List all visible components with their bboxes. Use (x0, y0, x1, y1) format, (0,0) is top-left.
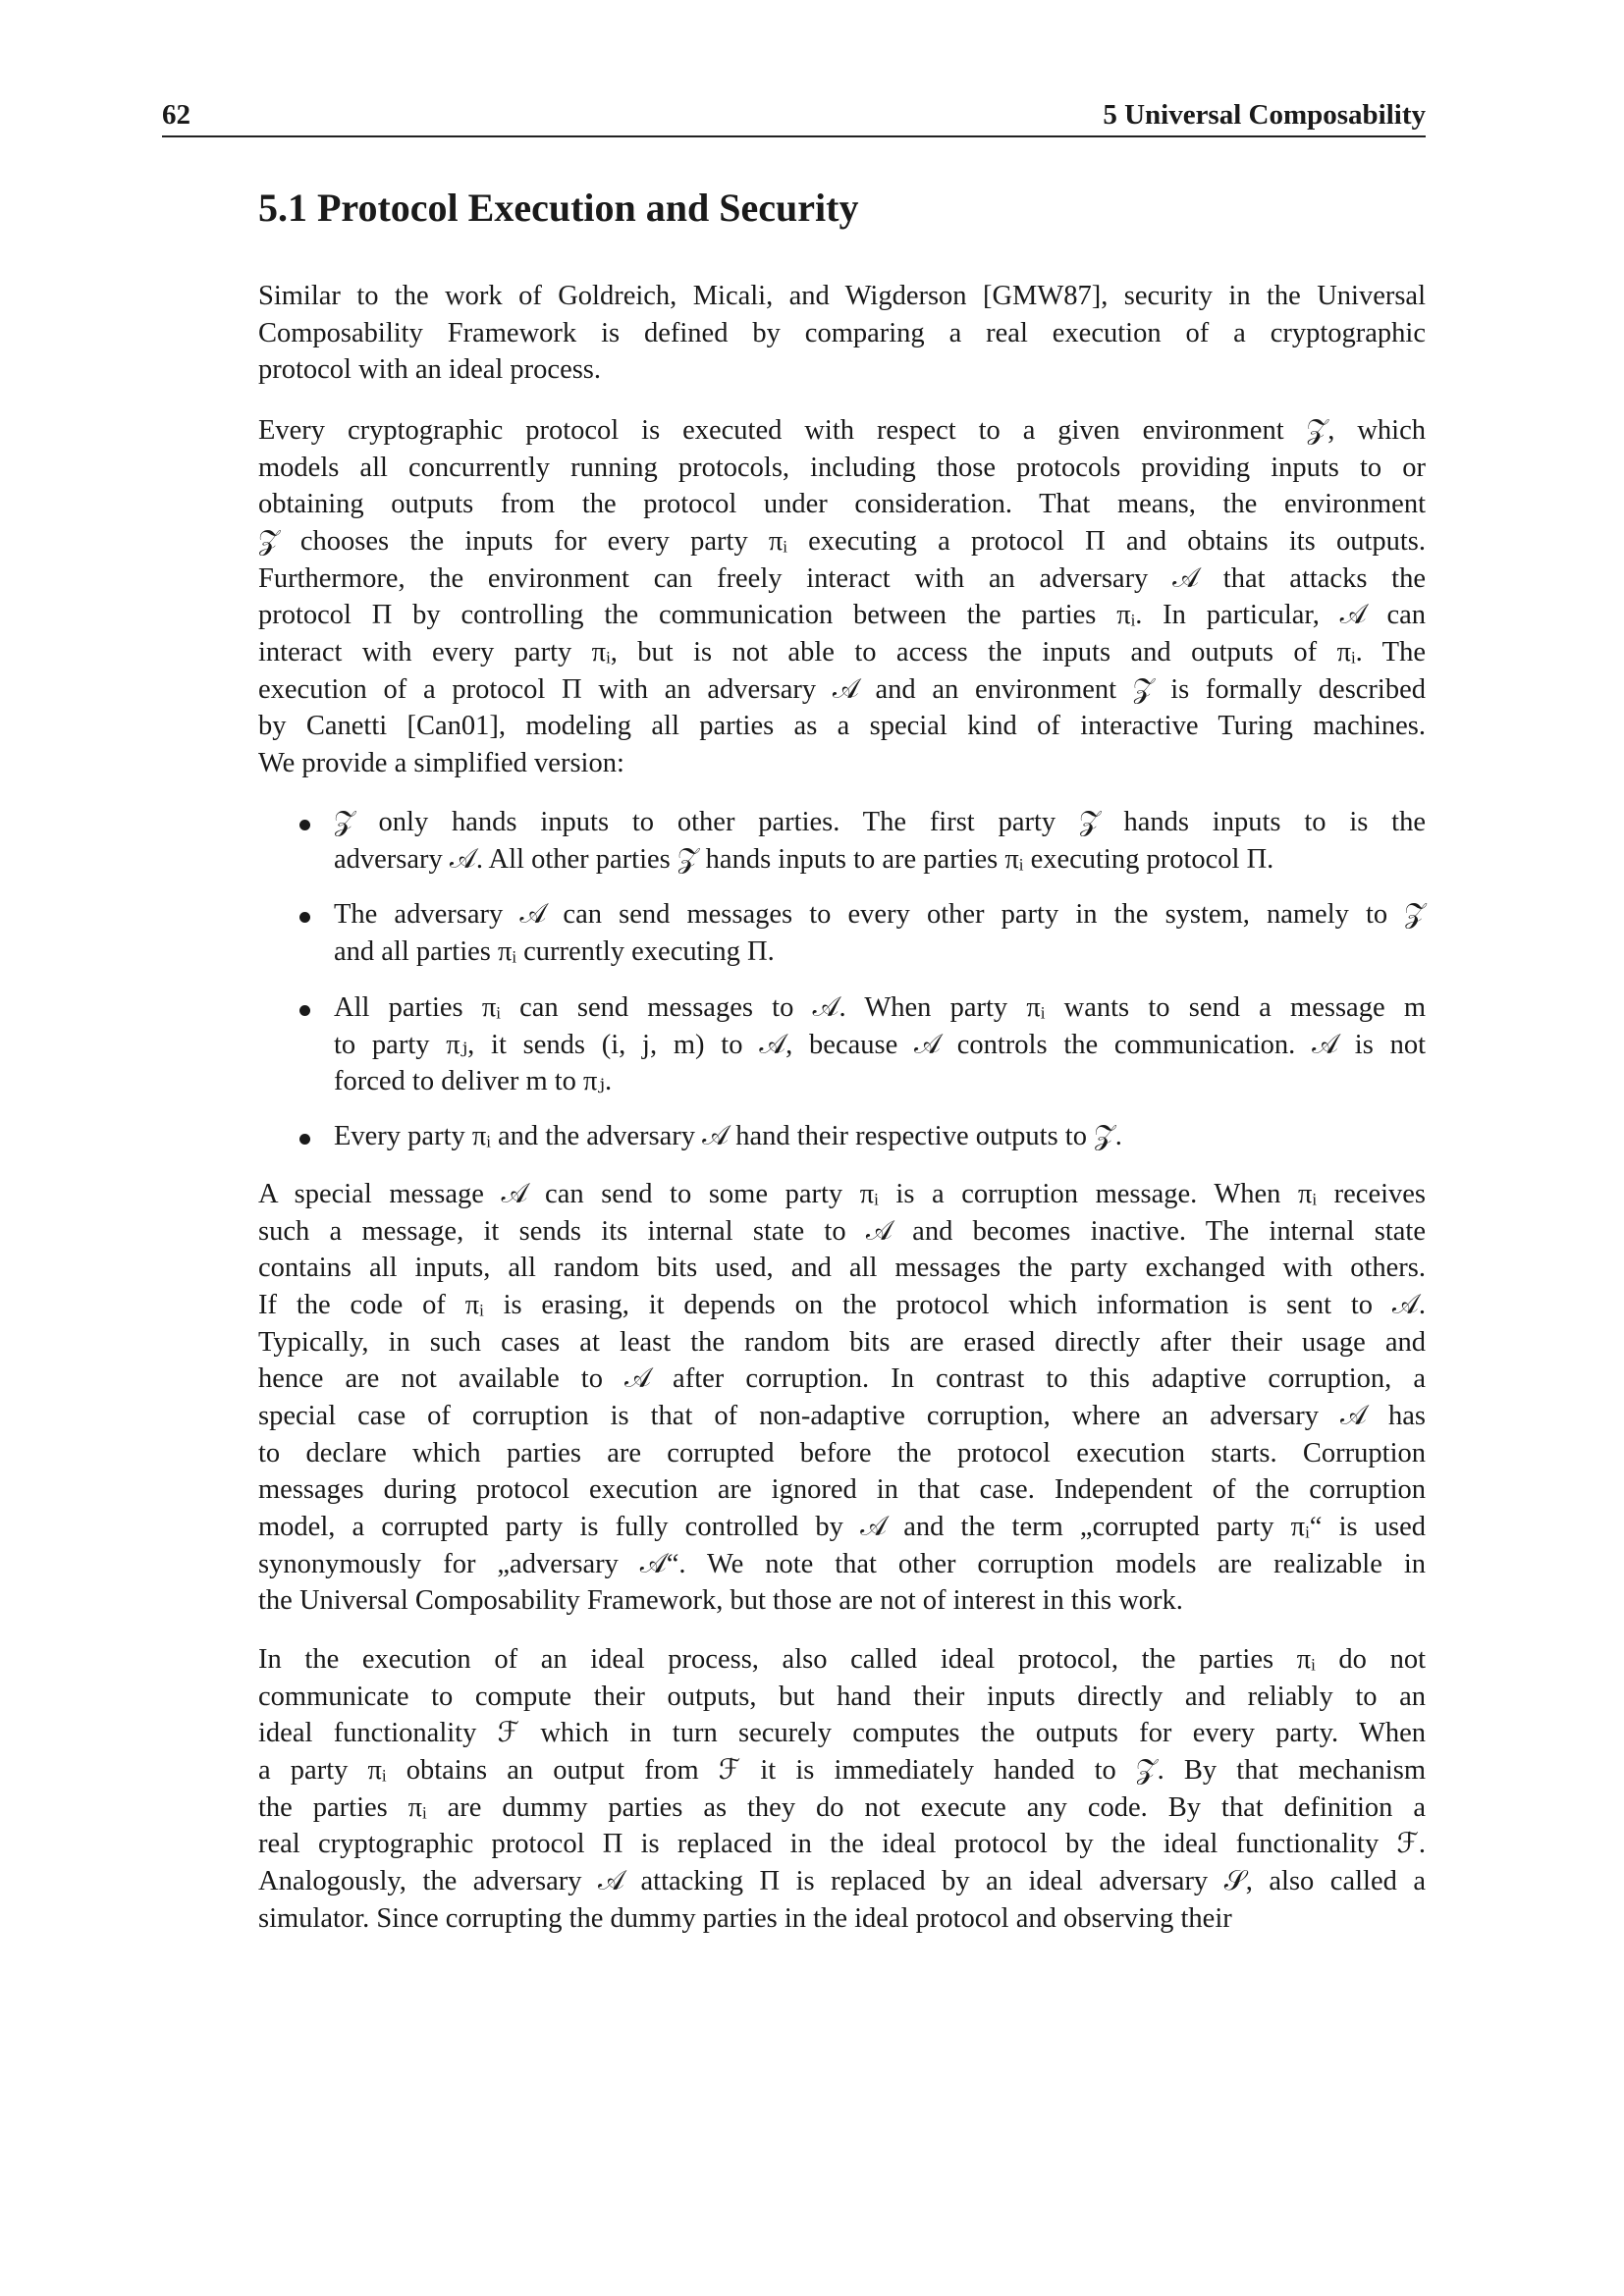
paragraph-2-line: 𝒵 chooses the inputs for every party πᵢ executing a protocol Π and obtains its outputs. (258, 525, 1426, 557)
paragraph-3-line: to declare which parties are corrupted before the protocol execution starts. Corruption (258, 1437, 1426, 1468)
list-item-line: All parties πᵢ can send messages to 𝒜. When party πᵢ wants to send a message m (334, 992, 1426, 1023)
paragraph-1-line: Composability Framework is defined by comparing a real execution of a cryptographic (258, 317, 1426, 348)
list-item-line: and all parties πᵢ currently executing Π. (334, 935, 775, 967)
running-head: 5 Universal Composability (1103, 99, 1426, 131)
list-item-line: forced to deliver m to πⱼ. (334, 1066, 613, 1097)
header-rule (162, 135, 1426, 137)
paragraph-3-line: messages during protocol execution are ignored in that case. Independent of the corruption (258, 1474, 1426, 1506)
paragraph-4-line: the parties πᵢ are dummy parties as they do not execute any code. By that definition a (258, 1791, 1426, 1823)
paragraph-3-line: hence are not available to 𝒜 after corruption. In contrast to this adaptive corruption, a (258, 1363, 1426, 1395)
bullet-icon (299, 912, 310, 923)
paragraph-3-line: Typically, in such cases at least the random bits are erased directly after their usage and (258, 1326, 1426, 1358)
paragraph-4-line: real cryptographic protocol Π is replaced in the ideal protocol by the ideal functionality ℱ. (258, 1829, 1426, 1860)
paragraph-3-line: model, a corrupted party is fully controlled by 𝒜 and the term „corrupted party πᵢ“ is used (258, 1511, 1426, 1542)
paragraph-2-line: Every cryptographic protocol is executed with respect to a given environment 𝒵, which (258, 415, 1426, 446)
paragraph-4-line: simulator. Since corrupting the dummy parties in the ideal protocol and observing their (258, 1902, 1232, 1934)
list-item-line: 𝒵 only hands inputs to other parties. The first party 𝒵 hands inputs to is the (334, 807, 1426, 837)
paragraph-3-line: A special message 𝒜 can send to some party πᵢ is a corruption message. When πᵢ receives (258, 1179, 1426, 1209)
paragraph-4-line: In the execution of an ideal process, also called ideal protocol, the parties πᵢ do not (258, 1644, 1426, 1675)
paragraph-3-line: such a message, it sends its internal state to 𝒜 and becomes inactive. The internal state (258, 1215, 1426, 1247)
paragraph-2-line: obtaining outputs from the protocol under consideration. That means, the environment (258, 489, 1426, 520)
paragraph-3-line: the Universal Composability Framework, but those are not of interest in this work. (258, 1585, 1183, 1617)
paragraph-2-line: by Canetti [Can01], modeling all parties as a special kind of interactive Turing machines. (258, 711, 1426, 742)
list-item-line: to party πⱼ, it sends (i, j, m) to 𝒜, because 𝒜 controls the communication. 𝒜 is not (334, 1029, 1426, 1060)
bullet-icon (299, 820, 310, 830)
paragraph-4-line: Analogously, the adversary 𝒜 attacking Π is replaced by an ideal adversary 𝒮, also called a (258, 1865, 1426, 1896)
paragraph-4-line: a party πᵢ obtains an output from ℱ it is immediately handed to 𝒵. By that mechanism (258, 1754, 1426, 1786)
paragraph-1-line: Similar to the work of Goldreich, Micali, and Wigderson [GMW87], security in the Universal (258, 281, 1426, 311)
paragraph-3-line: contains all inputs, all random bits used, and all messages the party exchanged with others. (258, 1253, 1426, 1284)
section-title: 5.1 Protocol Execution and Security (258, 186, 859, 230)
paragraph-3-line: synonymously for „adversary 𝒜“. We note that other corruption models are realizable in (258, 1548, 1426, 1579)
paragraph-2-line: Furthermore, the environment can freely interact with an adversary 𝒜 that attacks the (258, 562, 1426, 594)
paragraph-2-line: execution of a protocol Π with an adversary 𝒜 and an environment 𝒵 is formally described (258, 673, 1426, 705)
list-item-line: Every party πᵢ and the adversary 𝒜 hand their respective outputs to 𝒵. (334, 1121, 1122, 1151)
paragraph-3-line: special case of corruption is that of non-adaptive corruption, where an adversary 𝒜 has (258, 1400, 1426, 1431)
bullet-icon (299, 1134, 310, 1145)
page-number: 62 (162, 99, 190, 131)
paragraph-4-line: communicate to compute their outputs, but hand their inputs directly and reliably to an (258, 1681, 1426, 1712)
bullet-icon (299, 1005, 310, 1016)
paragraph-3-line: If the code of πᵢ is erasing, it depends on the protocol which information is sent to 𝒜. (258, 1289, 1426, 1320)
paragraph-2-line: interact with every party πᵢ, but is not able to access the inputs and outputs of πᵢ. The (258, 636, 1426, 667)
paragraph-2-line: protocol Π by controlling the communication between the parties πᵢ. In particular, 𝒜 can (258, 600, 1426, 631)
list-item-line: The adversary 𝒜 can send messages to every other party in the system, namely to 𝒵 (334, 899, 1426, 930)
paragraph-2-line: models all concurrently running protocols, including those protocols providing inputs to or (258, 452, 1426, 483)
paragraph-2-line: We provide a simplified version: (258, 747, 624, 778)
paragraph-4-line: ideal functionality ℱ which in turn securely computes the outputs for every party. When (258, 1718, 1426, 1749)
paragraph-1-line: protocol with an ideal process. (258, 354, 602, 386)
list-item-line: adversary 𝒜. All other parties 𝒵 hands inputs to are parties πᵢ executing protocol Π. (334, 843, 1274, 875)
